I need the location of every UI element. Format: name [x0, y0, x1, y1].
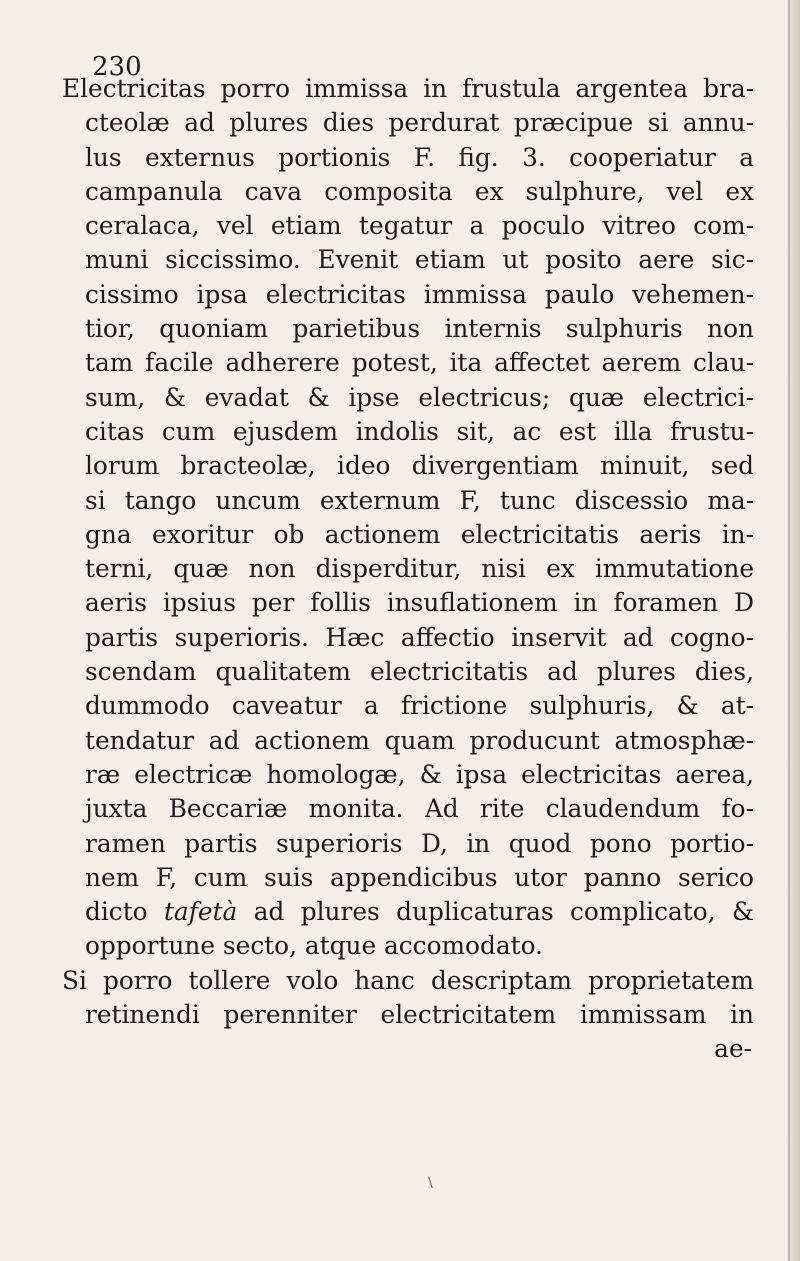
text-line: gna exoritur ob actionem electricitatis aeris in-	[85, 519, 754, 549]
text-line: opportune secto, atque accomodato.	[85, 931, 543, 961]
text-line: partis superioris. Hæc affectio inservit ad cogno-	[85, 622, 754, 652]
text-line: tam facile adherere potest, ita affectet aerem clau-	[85, 348, 754, 378]
catchword: ae-	[714, 1034, 752, 1064]
text-line: juxta Beccariæ monita. Ad rite claudendum fo-	[85, 794, 754, 824]
text-line: citas cum ejusdem indolis sit, ac est illa frustu-	[85, 416, 754, 446]
stray-mark: \	[428, 1175, 433, 1191]
body-text	[62, 72, 754, 1067]
text-line: nem F, cum suis appendicibus utor panno serico	[85, 862, 754, 892]
text-line: lus externus portionis F. fig. 3. cooperiatur a	[85, 142, 754, 172]
text-line: si tango uncum externum F, tunc discessio ma-	[85, 485, 754, 515]
text-line: muni siccissimo. Evenit etiam ut posito aere sic-	[85, 245, 754, 275]
text-line: aeris ipsius per follis insuflationem in foramen D	[85, 588, 754, 618]
text-line: cteolæ ad plures dies perdurat præcipue si annu-	[85, 108, 754, 138]
text-line: terni, quæ non disperditur, nisi ex immutatione	[85, 554, 754, 584]
text-line: ceralaca, vel etiam tegatur a poculo vitreo com-	[85, 211, 754, 241]
text-line: Electricitas porro immissa in frustula argentea bra-	[62, 74, 754, 103]
text-line-with-italic	[62, 895, 754, 929]
text-line: Si porro tollere volo hanc descriptam proprietatem	[62, 965, 754, 995]
text-line: sum, & evadat & ipse electricus; quæ electrici-	[85, 382, 754, 412]
page-edge-shadow	[788, 0, 790, 1261]
italic-term: tafetà	[163, 897, 238, 927]
text-line: ræ electricæ homologæ, & ipsa electricitas aerea,	[85, 759, 754, 789]
text-segment: dicto	[85, 897, 164, 927]
text-line: campanula cava composita ex sulphure, vel ex	[85, 176, 754, 206]
text-line: cissimo ipsa electricitas immissa paulo vehemen-	[85, 279, 754, 309]
text-line: retinendi perenniter electricitatem immissam in	[85, 1000, 754, 1030]
text-line: ramen partis superioris D, in quod pono portio-	[85, 828, 754, 858]
text-line: scendam qualitatem electricitatis ad plures dies,	[85, 657, 754, 687]
text-line: lorum bracteolæ, ideo divergentiam minuit, sed	[85, 451, 754, 481]
text-line: dummodo caveatur a frictione sulphuris, & at-	[85, 691, 754, 721]
text-segment: ad plures duplicaturas complicato, &	[237, 897, 755, 927]
page-number: 230	[92, 52, 142, 82]
text-line: tior, quoniam parietibus internis sulphuris non	[85, 314, 754, 344]
text-line: tendatur ad actionem quam producunt atmosphæ-	[85, 725, 754, 755]
